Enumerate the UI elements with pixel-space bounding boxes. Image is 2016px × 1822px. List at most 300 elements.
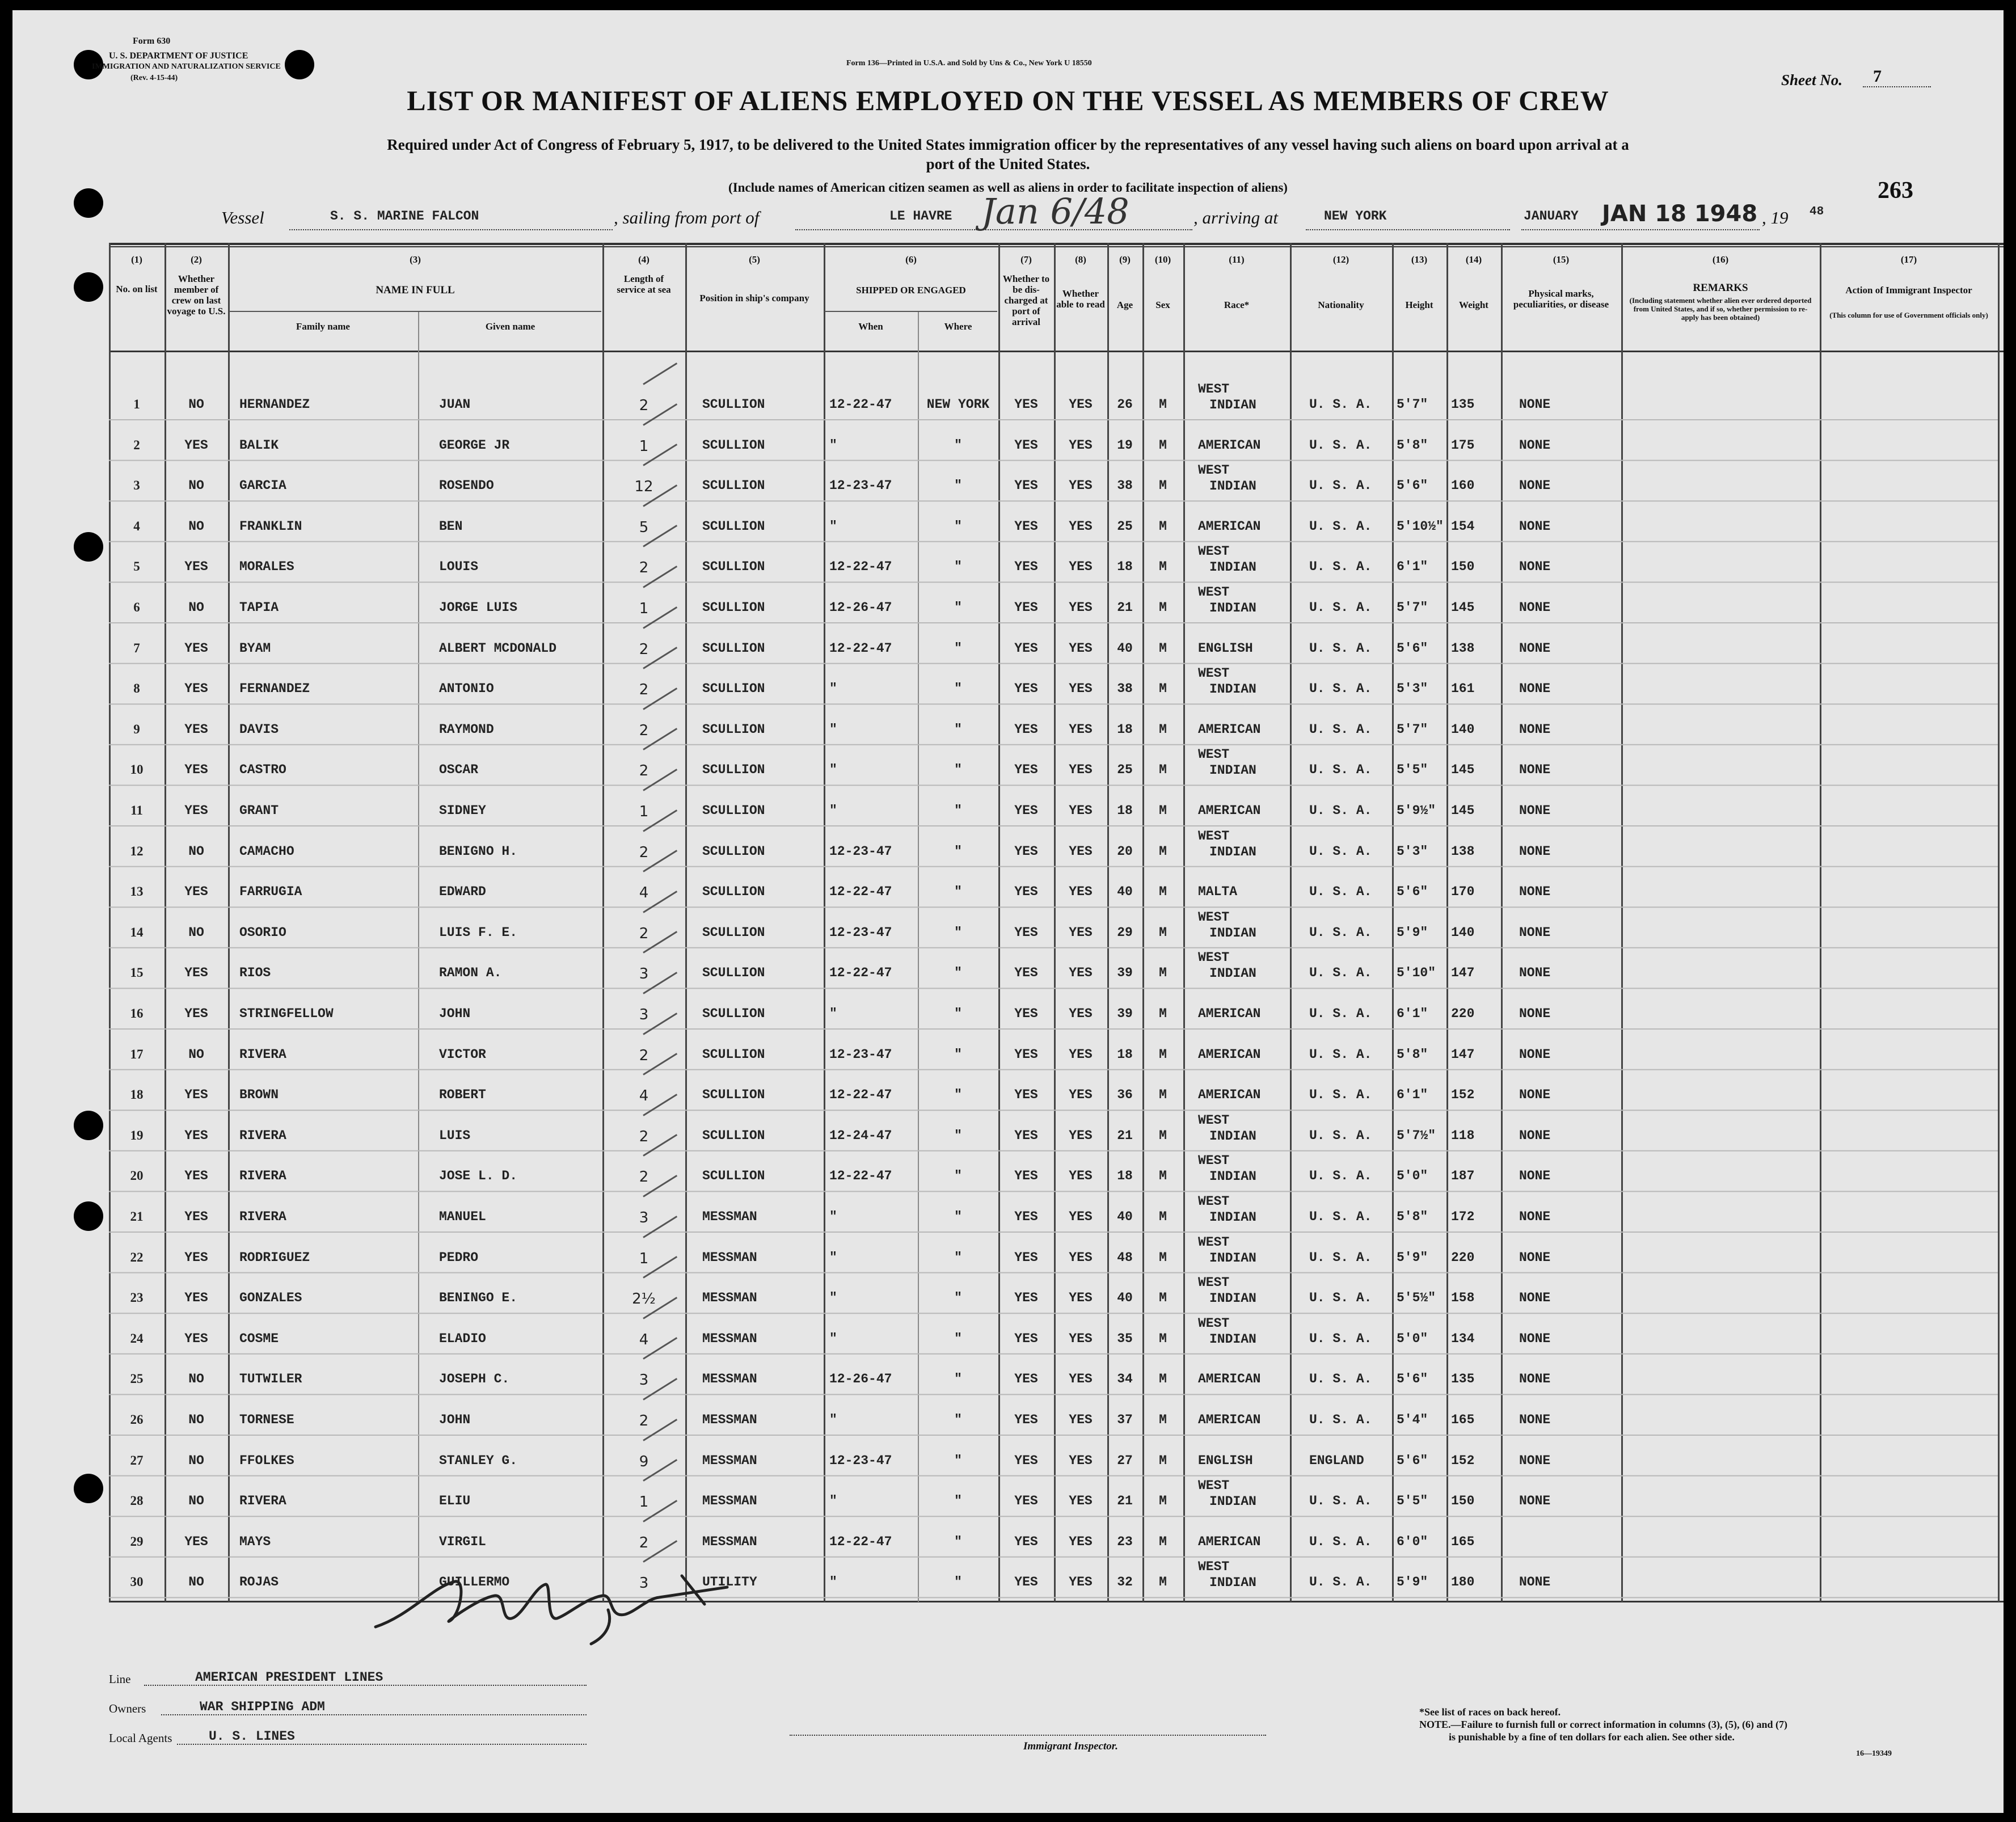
cell-race: MALTA [1198,884,1238,900]
cell-last: YES [184,762,208,778]
cell-nationality: U. S. A. [1309,1412,1372,1427]
col-num-7: (7) [1020,254,1032,265]
cell-marks: NONE [1519,1128,1551,1143]
cell-marks: NONE [1519,437,1551,453]
race-line: INDIAN [1209,1128,1256,1144]
cell-service: 2 [639,762,649,780]
cell-weight: 165 [1451,1412,1475,1427]
cell-given: BEN [439,518,463,534]
cell-given: ANTONIO [439,681,494,697]
cell-sex: M [1159,1453,1167,1468]
cell-age: 21 [1117,1128,1133,1143]
cell-marks: NONE [1519,1331,1551,1346]
cell-discharged: YES [1014,559,1038,575]
race-line: INDIAN [1209,763,1256,778]
cell-age: 40 [1117,1290,1133,1306]
cell-nationality: ENGLAND [1309,1453,1364,1468]
cell-given: JOSE L. D. [439,1169,518,1184]
footer-owners-value: WAR SHIPPING ADM [200,1699,325,1714]
cell-age: 18 [1117,559,1133,575]
cell-weight: 140 [1451,722,1475,737]
cell-nationality: U. S. A. [1309,762,1372,778]
cell-no: 20 [130,1169,144,1183]
cell-marks: NONE [1519,1494,1551,1509]
cell-service: 2 [639,722,649,739]
cell-discharged: YES [1014,884,1038,900]
col-num-14: (14) [1465,254,1482,265]
year-prefix: , 19 [1762,208,1789,227]
cell-read: YES [1069,1290,1093,1306]
cell-race: AMERICAN [1198,1047,1261,1062]
race-line: INDIAN [1209,1169,1256,1184]
inspector-label: Immigrant Inspector. [1023,1740,1118,1752]
cell-read: YES [1069,478,1093,494]
cell-last: YES [184,1534,208,1549]
cell-family: OSORIO [239,925,286,940]
cell-position: MESSMAN [702,1250,757,1265]
cell-discharged: YES [1014,1331,1038,1346]
cell-marks: NONE [1519,1412,1551,1427]
cell-race [1198,828,1290,860]
cell-height: 5'9" [1397,1575,1428,1590]
cell-position: SCULLION [702,965,765,981]
cell-where: " [954,1494,962,1509]
cell-family: GARCIA [239,478,286,494]
cell-discharged: YES [1014,1453,1038,1468]
cell-given: LOUIS [439,559,479,575]
cell-discharged: YES [1014,1006,1038,1021]
cell-weight: 118 [1451,1128,1475,1143]
cell-when: 12-23-47 [829,478,892,494]
cell-nationality: U. S. A. [1309,1169,1372,1184]
sailing-label: , sailing from port of [614,208,760,227]
form-revision: (Rev. 4-15-44) [130,74,178,82]
cell-family: DAVIS [239,722,279,737]
col-header-nationality: Nationality [1318,300,1364,310]
cell-last: YES [184,1290,208,1306]
col-header-last-voyage: Whether member of crew on last voyage to U.S. [167,273,226,317]
cell-discharged: YES [1014,1087,1038,1103]
col-header-height: Height [1405,300,1433,310]
cell-when: " [829,1412,837,1427]
cell-marks: NONE [1519,965,1551,981]
cell-sex: M [1159,1128,1167,1143]
cell-when: " [829,518,837,534]
cell-given: ROSENDO [439,478,494,494]
cell-read: YES [1069,925,1093,940]
col-num-15: (15) [1553,254,1570,265]
col-header-read: Whether able to read [1056,288,1105,310]
cell-nationality: U. S. A. [1309,1290,1372,1306]
cell-no: 25 [130,1372,144,1386]
cell-family: GRANT [239,803,279,818]
cell-family: GONZALES [239,1290,302,1306]
race-line: WEST [1198,1275,1230,1290]
cell-last: YES [184,1169,208,1184]
cell-last: NO [188,925,204,940]
cell-height: 5'6" [1397,1372,1428,1387]
cell-weight: 147 [1451,1047,1475,1062]
cell-height: 5'9½" [1397,803,1436,818]
col-num-8: (8) [1075,254,1086,265]
cell-last: YES [184,1128,208,1143]
footer-line-label: Line [109,1672,131,1686]
cell-given: BENINGO E. [439,1290,518,1306]
cell-when: " [829,1290,837,1306]
cell-last: NO [188,1575,204,1590]
race-line: INDIAN [1209,1210,1256,1225]
race-line: INDIAN [1209,1250,1256,1266]
cell-marks: NONE [1519,1575,1551,1590]
race-line: WEST [1198,666,1230,681]
cell-sex: M [1159,600,1167,615]
cell-marks: NONE [1519,1169,1551,1184]
col-header-family: Family name [296,321,350,332]
cell-position: SCULLION [702,925,765,940]
cell-service: 9 [639,1453,649,1470]
cell-read: YES [1069,1372,1093,1387]
cell-no: 16 [130,1006,144,1020]
cell-where: " [954,762,962,778]
cell-race: AMERICAN [1198,1412,1261,1427]
cell-weight: 140 [1451,925,1475,940]
col-header-action-note: (This column for use of Government officials only) [1829,311,1988,319]
cell-height: 5'9" [1397,925,1428,940]
col-header-no: No. on list [116,284,158,294]
cell-race [1198,665,1290,697]
cell-sex: M [1159,518,1167,534]
cell-age: 27 [1117,1453,1133,1468]
cell-marks: NONE [1519,478,1551,494]
cell-marks: NONE [1519,1087,1551,1103]
cell-discharged: YES [1014,681,1038,697]
cell-marks: NONE [1519,559,1551,575]
cell-service: 4 [639,884,649,902]
cell-marks: NONE [1519,600,1551,615]
vessel-name: S. S. MARINE FALCON [330,209,479,223]
cell-no: 14 [130,925,144,939]
cell-when: " [829,762,837,778]
col-header-remarks-note: (Including statement whether alien ever ordered deported from United States, and if so, whether permission to re-apply has been obtained) [1629,296,1812,322]
cell-nationality: U. S. A. [1309,437,1372,453]
race-line: WEST [1198,1153,1230,1169]
cell-where: " [954,722,962,737]
cell-race: ENGLISH [1198,640,1253,656]
cell-race: AMERICAN [1198,1006,1261,1021]
cell-last: YES [184,437,208,453]
cell-marks: NONE [1519,884,1551,900]
cell-family: RIVERA [239,1209,286,1224]
cell-race [1198,584,1290,616]
cell-sex: M [1159,559,1167,575]
col-header-service: Length of service at sea [617,273,671,295]
cell-when: 12-26-47 [829,600,892,615]
cell-sex: M [1159,1047,1167,1062]
cell-weight: 165 [1451,1534,1475,1549]
cell-read: YES [1069,1047,1093,1062]
cell-where: " [954,1534,962,1549]
cell-read: YES [1069,1453,1093,1468]
cell-sex: M [1159,803,1167,818]
cell-position: SCULLION [702,884,765,900]
cell-last: YES [184,1250,208,1265]
cell-family: RIVERA [239,1128,286,1143]
footer-agents-label: Local Agents [109,1731,172,1745]
cell-last: YES [184,803,208,818]
cell-read: YES [1069,1575,1093,1590]
race-line: WEST [1198,463,1230,478]
cell-nationality: U. S. A. [1309,559,1372,575]
cell-age: 19 [1117,437,1133,453]
cell-age: 36 [1117,1087,1133,1103]
cell-last: YES [184,1209,208,1224]
race-line: WEST [1198,1112,1230,1128]
cell-height: 5'7" [1397,600,1428,615]
cell-age: 21 [1117,1494,1133,1509]
race-line: WEST [1198,1478,1230,1494]
race-line: INDIAN [1209,844,1256,859]
cell-service: 1 [639,803,649,820]
cell-position: SCULLION [702,843,765,859]
cell-marks: NONE [1519,722,1551,737]
cell-weight: 145 [1451,803,1475,818]
cell-family: RIVERA [239,1494,286,1509]
cell-age: 40 [1117,1209,1133,1224]
cell-discharged: YES [1014,762,1038,778]
cell-family: MORALES [239,559,294,575]
cell-marks: NONE [1519,1453,1551,1468]
cell-sex: M [1159,925,1167,940]
cell-discharged: YES [1014,478,1038,494]
arriving-label: , arriving at [1193,208,1278,227]
cell-weight: 220 [1451,1250,1475,1265]
cell-no: 11 [130,803,143,817]
col-header-given: Given name [485,321,535,332]
cell-last: YES [184,640,208,656]
cell-no: 17 [130,1047,144,1061]
cell-position: SCULLION [702,397,765,412]
cell-discharged: YES [1014,1494,1038,1509]
cell-weight: 135 [1451,397,1475,412]
cell-marks: NONE [1519,1290,1551,1306]
cell-position: SCULLION [702,681,765,697]
cell-race [1198,950,1290,981]
race-line: INDIAN [1209,1291,1256,1306]
manifest-title: LIST OR MANIFEST OF ALIENS EMPLOYED ON THE VESSEL AS MEMBERS OF CREW [407,85,1609,116]
cell-nationality: U. S. A. [1309,1209,1372,1224]
cell-age: 39 [1117,965,1133,981]
race-line: WEST [1198,1234,1230,1250]
cell-read: YES [1069,1534,1093,1549]
note-line-2: is punishable by a fine of ten dollars for each alien. See other side. [1449,1731,1735,1743]
cell-sex: M [1159,397,1167,412]
cell-given: JOHN [439,1412,471,1427]
cell-last: YES [184,965,208,981]
cell-position: SCULLION [702,518,765,534]
cell-family: RIOS [239,965,271,981]
race-line: INDIAN [1209,601,1256,615]
cell-weight: 150 [1451,1494,1475,1509]
cell-given: ROBERT [439,1087,486,1103]
cell-given: JUAN [439,397,471,412]
cell-where: " [954,1290,962,1306]
cell-age: 40 [1117,884,1133,900]
race-note: *See list of races on back hereof. [1419,1706,1561,1718]
cell-where: " [954,559,962,575]
cell-family: RIVERA [239,1169,286,1184]
note-line-1: NOTE.—Failure to furnish full or correct information in columns (3), (5), (6) and (7) [1419,1719,1787,1730]
cell-given: BENIGNO H. [439,843,518,859]
cell-no: 27 [130,1453,144,1467]
cell-family: CASTRO [239,762,286,778]
cell-given: ELIU [439,1494,471,1509]
cell-sex: M [1159,843,1167,859]
cell-height: 5'3" [1397,681,1428,697]
cell-position: MESSMAN [702,1534,757,1549]
cell-family: FRANKLIN [239,518,302,534]
col-num-13: (13) [1411,254,1428,265]
cell-nationality: U. S. A. [1309,1250,1372,1265]
cell-nationality: U. S. A. [1309,1128,1372,1143]
cell-nationality: U. S. A. [1309,1372,1372,1387]
col-header-race: Race* [1224,300,1250,310]
cell-race [1198,1275,1290,1306]
cell-read: YES [1069,1494,1093,1509]
cell-race: AMERICAN [1198,722,1261,737]
cell-read: YES [1069,1169,1093,1184]
cell-sex: M [1159,1372,1167,1387]
cell-no: 6 [133,600,140,614]
cell-nationality: U. S. A. [1309,1494,1372,1509]
cell-height: 5'10" [1397,965,1436,981]
cell-service: 2 [639,1534,649,1551]
cell-position: MESSMAN [702,1412,757,1427]
cell-age: 29 [1117,925,1133,940]
cell-where: " [954,640,962,656]
race-line: WEST [1198,828,1230,843]
cell-family: BROWN [239,1087,279,1103]
form-number: Form 630 [133,36,171,46]
cell-last: NO [188,1412,204,1427]
cell-height: 5'6" [1397,884,1428,900]
cell-read: YES [1069,843,1093,859]
cell-given: LUIS F. E. [439,925,518,940]
cell-marks: NONE [1519,1250,1551,1265]
manifest-page [12,10,2004,1813]
sheet-number: 7 [1873,67,1882,86]
cell-where: " [954,1453,962,1468]
cell-sex: M [1159,1494,1167,1509]
cell-last: YES [184,884,208,900]
handwritten-date: Jan 6/48 [981,191,1129,232]
cell-family: FFOLKES [239,1453,294,1468]
cell-given: GEORGE JR [439,437,510,453]
col-header-sex: Sex [1155,300,1170,310]
cell-no: 2 [133,437,140,452]
cell-weight: 134 [1451,1331,1475,1346]
col-header-shipped: SHIPPED OR ENGAGED [856,285,966,296]
cell-height: 5'0" [1397,1169,1428,1184]
cell-position: SCULLION [702,1047,765,1062]
cell-no: 9 [133,722,140,736]
race-line: INDIAN [1209,398,1256,412]
cell-sex: M [1159,1250,1167,1265]
cell-sex: M [1159,722,1167,737]
cell-when: 12-22-47 [829,559,892,575]
cell-read: YES [1069,1209,1093,1224]
cell-given: RAYMOND [439,722,494,737]
col-num-12: (12) [1332,254,1349,265]
col-header-age: Age [1116,300,1133,310]
cell-no: 4 [133,518,140,533]
race-line: INDIAN [1209,925,1256,940]
cell-age: 18 [1117,1169,1133,1184]
cell-last: YES [184,1006,208,1021]
cell-height: 5'7" [1397,397,1428,412]
cell-when: 12-22-47 [829,884,892,900]
cell-age: 26 [1117,397,1133,412]
cell-when: " [829,1006,837,1021]
cell-height: 5'5" [1397,1494,1428,1509]
cell-height: 5'5" [1397,762,1428,778]
cell-when: " [829,681,837,697]
cell-read: YES [1069,1331,1093,1346]
cell-position: SCULLION [702,600,765,615]
cell-nationality: U. S. A. [1309,478,1372,494]
cell-given: SIDNEY [439,803,486,818]
cell-discharged: YES [1014,437,1038,453]
cell-sex: M [1159,1534,1167,1549]
cell-last: NO [188,843,204,859]
cell-discharged: YES [1014,1372,1038,1387]
year-suffix: 48 [1810,205,1824,218]
cell-service: 1 [639,600,649,617]
cell-family: STRINGFELLOW [239,1006,334,1021]
cell-age: 40 [1117,640,1133,656]
cell-sex: M [1159,478,1167,494]
cell-last: NO [188,1047,204,1062]
col-num-16: (16) [1712,254,1729,265]
cell-marks: NONE [1519,397,1551,412]
cell-weight: 152 [1451,1453,1475,1468]
cell-family: RIVERA [239,1047,286,1062]
cell-position: MESSMAN [702,1331,757,1346]
cell-nationality: U. S. A. [1309,925,1372,940]
cell-family: FARRUGIA [239,884,302,900]
cell-when: 12-22-47 [829,1169,892,1184]
cell-discharged: YES [1014,518,1038,534]
cell-height: 5'8" [1397,437,1428,453]
cell-service: 1 [639,437,649,455]
race-line: WEST [1198,585,1230,600]
cell-discharged: YES [1014,1534,1038,1549]
cell-read: YES [1069,600,1093,615]
cell-read: YES [1069,1412,1093,1427]
cell-race [1198,1559,1290,1591]
race-line: INDIAN [1209,1494,1256,1509]
cell-where: " [954,965,962,981]
cell-no: 7 [133,640,140,655]
race-line: WEST [1198,909,1230,925]
cell-position: MESSMAN [702,1494,757,1509]
cell-where: " [954,1209,962,1224]
cell-weight: 135 [1451,1372,1475,1387]
cell-nationality: U. S. A. [1309,681,1372,697]
cell-when: " [829,722,837,737]
cell-given: STANLEY G. [439,1453,518,1468]
cell-age: 39 [1117,1006,1133,1021]
cell-service: 4 [639,1331,649,1348]
